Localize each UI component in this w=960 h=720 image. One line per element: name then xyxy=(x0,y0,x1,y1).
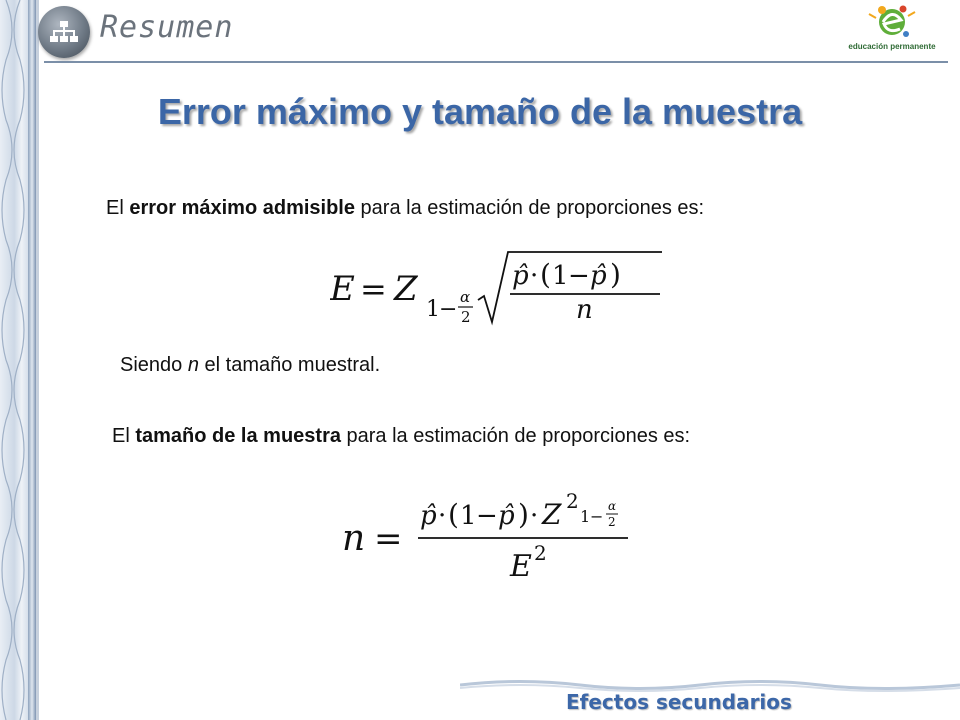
paragraph-text: El xyxy=(106,197,130,219)
formula2-n: n xyxy=(342,518,366,559)
formula2-e-sup: 2 xyxy=(534,541,547,565)
paragraph-text: el tamaño muestral. xyxy=(198,354,381,376)
education-logo xyxy=(836,4,948,60)
formula2-open-paren: ( xyxy=(448,498,459,531)
formula-p-hat-2: p̂ xyxy=(590,261,607,291)
footer-title: Efectos secundarios xyxy=(566,690,792,714)
formula-equals: = xyxy=(360,270,387,308)
formula-alpha: α xyxy=(460,288,471,306)
paragraph-text: El xyxy=(112,425,136,447)
formula-n: n xyxy=(576,295,593,325)
paragraph-bold-term: error máximo admisible xyxy=(129,197,355,219)
org-chart-glyph xyxy=(50,20,78,44)
formula2-sup-two: 2 xyxy=(566,489,579,513)
formula-two: 2 xyxy=(461,308,471,326)
formula-dot: · xyxy=(530,261,539,291)
slide-title: Error máximo y tamaño de la muestra xyxy=(157,91,803,132)
formula2-close-paren: ) xyxy=(518,498,529,531)
formula2-z: Z xyxy=(542,498,562,531)
formula-minus: − xyxy=(568,261,590,291)
formula2-dot: · xyxy=(438,501,447,531)
formula2-p-hat-2: p̂ xyxy=(498,501,515,531)
paragraph-error-intro xyxy=(106,197,704,220)
error-formula xyxy=(330,244,670,328)
formula2-sub-one: 1 xyxy=(580,507,591,526)
education-logo-icon xyxy=(836,4,948,44)
sample-size-formula xyxy=(340,482,670,586)
formula2-sub-minus: − xyxy=(590,507,604,526)
header-title: Resumen xyxy=(100,10,234,45)
header-divider xyxy=(44,61,948,63)
formula2-e: E xyxy=(510,549,532,584)
paragraph-text: para la estimación de proporciones es: xyxy=(340,425,691,447)
formula-sub-one: 1 xyxy=(426,297,440,322)
formula2-one: 1 xyxy=(460,501,477,531)
formula2-alpha: α xyxy=(608,499,617,513)
formula2-dot-2: · xyxy=(530,501,539,531)
formula-one: 1 xyxy=(552,261,569,291)
formula2-equals: = xyxy=(374,519,403,559)
paragraph-italic-n: n xyxy=(187,354,199,376)
paragraph-text: para la estimación de proporciones es: xyxy=(355,197,705,219)
brand-text: educación permanente xyxy=(848,42,936,51)
formula2-two: 2 xyxy=(608,515,616,529)
paragraph-size-intro xyxy=(112,425,690,448)
paragraph-bold-term: tamaño de la muestra xyxy=(135,425,341,447)
formula-open-paren: ( xyxy=(540,258,551,291)
formula-p-hat: p̂ xyxy=(512,261,529,291)
formula-sub-minus: − xyxy=(439,297,458,322)
formula-e: E xyxy=(330,269,355,309)
formula2-minus: − xyxy=(476,501,498,531)
paragraph-sample-note xyxy=(120,354,380,377)
org-chart-icon xyxy=(38,6,90,58)
paragraph-text: Siendo xyxy=(120,354,188,376)
formula2-p-hat: p̂ xyxy=(420,501,437,531)
formula-close-paren: ) xyxy=(610,258,621,291)
formula-z: Z xyxy=(394,269,418,309)
